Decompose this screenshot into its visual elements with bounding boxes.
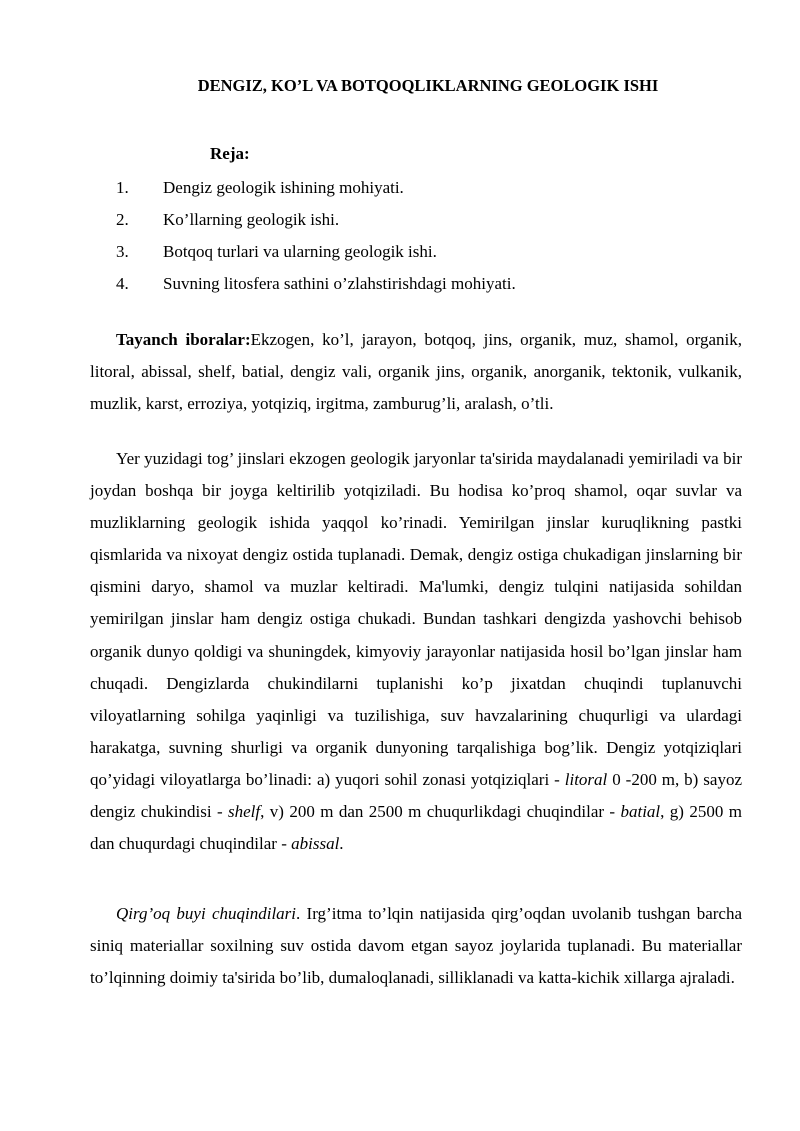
plan-item [116,204,756,236]
paragraph-text: , v) 200 m dan 2500 m chuqurlikdagi chuqindilar - [260,802,621,822]
plan-item [116,172,756,204]
plan-item-number: 3. [116,242,129,261]
paragraph-lead-term: Qirg’oq buyi chuqindilari [116,904,297,923]
term-shelf: shelf [228,802,261,822]
plan-heading: Reja: [210,144,250,163]
plan-list [116,172,756,300]
paragraph-text: 0 -200 m, b) sayoz dengiz chukindisi - [90,769,742,822]
key-terms-paragraph [90,324,742,420]
body-paragraph-2 [90,898,742,994]
paragraph-text: . [339,834,344,854]
key-terms-label: Tayanch iboralar: [116,330,251,349]
body-paragraph-1 [90,443,742,860]
plan-item-text: Botqoq turlari va ularning geologik ishi. [163,242,437,261]
plan-item [116,268,756,300]
term-litoral: litoral [564,769,608,789]
plan-item-text: Ko’llarning geologik ishi. [163,210,340,229]
plan-item-number: 2. [116,210,129,229]
plan-item-text: Dengiz geologik ishining mohiyati. [163,178,404,197]
key-terms-text: Ekzogen, ko’l, jarayon, botqoq, jins, organik, muz, shamol, organik, litoral, abissal, shelf, batial, dengiz vali, organik jins, organik, anorganik, tektonik, vulkanik, muzlik, karst, erroziya, yotqiziq, irgitma, zamburug’li, aralash, o’tli. [90,330,742,414]
plan-item-number: 1. [116,178,129,197]
plan-item-number: 4. [116,274,129,293]
plan-item-text: Suvning litosfera sathini o’zlahstirishdagi mohiyati. [163,274,516,293]
term-abissal: abissal [291,834,340,854]
paragraph-text: , g) 2500 m dan chuqurdagi chuqindilar - [90,802,742,854]
paragraph-text: Yer yuzidagi tog’ jinslari ekzogen geologik jaryonlar ta'sirida maydalanadi yemiriladi va bir joydan boshqa bir joyga keltirilib yotqiziladi. Bu hodisa ko’proq shamol, oqar suvlar va muzliklarning geologik ishida yaqqol ko’rinadi. Yemirilgan jinslar kuruqlikning pastki qismlarida va nixoyat dengiz ostida tuplanadi. Demak, dengiz ostiga chukadigan jinslarning bir qismini daryo, shamol va muzlar keltiradi. Ma'lumki, dengiz tulqini natijasida sohildan yemirilgan jinslar ham dengiz ostiga chukadi. Bundan tashkari dengizda yashovchi behisob organik dunyo qoldigi va shuningdek, kimyoviy jarayonlar natijasida hosil bo’lgan jinslar ham chuqadi. Dengizlarda chukindilarni tuplanishi ko’p jixatdan chuqindi tuplanuvchi viloyatlarning sohilga yaqinligi va tuzilishiga, suv havzalarining chuqurligi va ulardagi harakatga, suvning shurligi va organik dunyoning tarqalishiga bog’lik. Dengiz yotqiziqlari qo’yidagi viloyatlarga bo’linadi: a) yuqori sohil zonasi yotqiziqlari - [90,449,742,789]
term-batial: batial [620,802,661,822]
plan-item [116,236,756,268]
paragraph-text: . Irg’itma to’lqin natijasida qirg’oqdan uvolanib tushgan barcha siniq materiallar soxilning suv ostida davom etgan sayoz joylarida tuplanadi. Bu materiallar to’lqinning doimiy ta'sirida bo’lib, dumaloqlanadi, silliklanadi va katta-kichik xillarga ajraladi. [90,904,742,988]
document-title: DENGIZ, KO’L VA BOTQOQLIKLARNING GEOLOGIK ISHI [197,76,659,95]
